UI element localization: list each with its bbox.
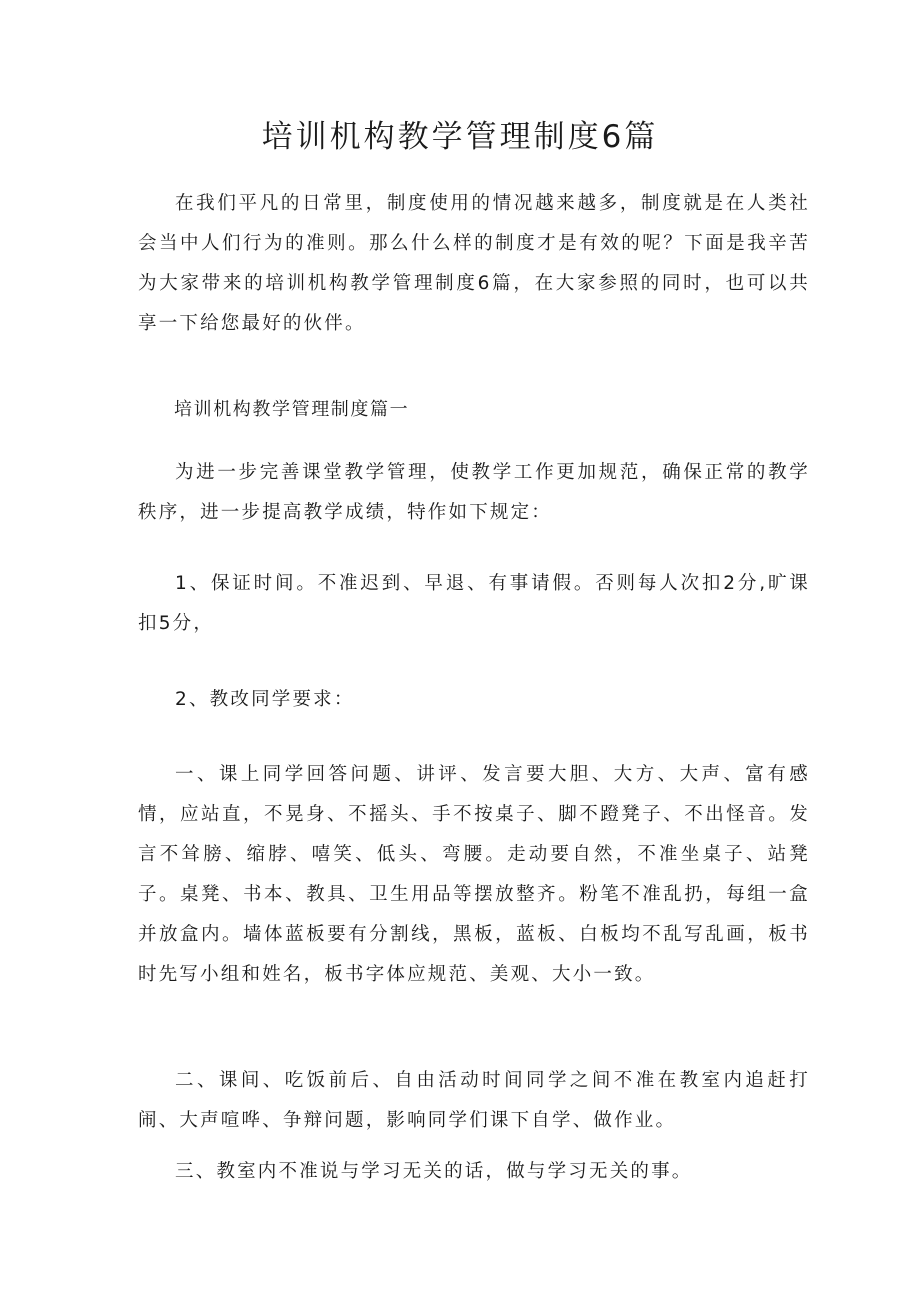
rule-item-2: 2、教改同学要求： (175, 689, 355, 710)
body-paragraph: 为进一步完善课堂教学管理，使教学工作更加规范，确保正常的教学秩序，进一步提高教学成绩，特作如下规定： (138, 462, 810, 523)
rule-section-1: 一、课上同学回答问题、讲评、发言要大胆、大方、大声、富有感情，应站直，不晃身、不摇头、手不按桌子、脚不蹬凳子、不出怪音。发言不耸膀、缩脖、嘻笑、低头、弯腰。走动要自然，不准坐桌子、站凳子。桌凳、书本、教具、卫生用品等摆放整齐。粉笔不准乱扔，每组一盒并放盒内。墙体蓝板要有分割线，黑板，蓝板、白板均不乱写乱画，板书时先写小组和姓名，板书字体应规范、美观、大小一致。 (138, 764, 810, 985)
rule-item-1: 1、保证时间。不准迟到、早退、有事请假。否则每人次扣2分,旷课扣5分， (138, 573, 810, 634)
intro-paragraph: 在我们平凡的日常里，制度使用的情况越来越多，制度就是在人类社会当中人们行为的准则。那么什么样的制度才是有效的呢？下面是我辛苦为大家带来的培训机构教学管理制度6篇，在大家参照的同时，也可以共享一下给您最好的伙伴。 (138, 193, 810, 334)
document-title: 培训机构教学管理制度6篇 (261, 119, 659, 155)
rule-section-2: 二、课间、吃饭前后、自由活动时间同学之间不准在教室内追赶打闹、大声喧哗、争辩问题，影响同学们课下自学、做作业。 (138, 1070, 810, 1131)
rule-section-3: 三、教室内不准说与学习无关的话，做与学习无关的事。 (175, 1161, 693, 1182)
section-heading: 培训机构教学管理制度篇一 (174, 399, 410, 420)
